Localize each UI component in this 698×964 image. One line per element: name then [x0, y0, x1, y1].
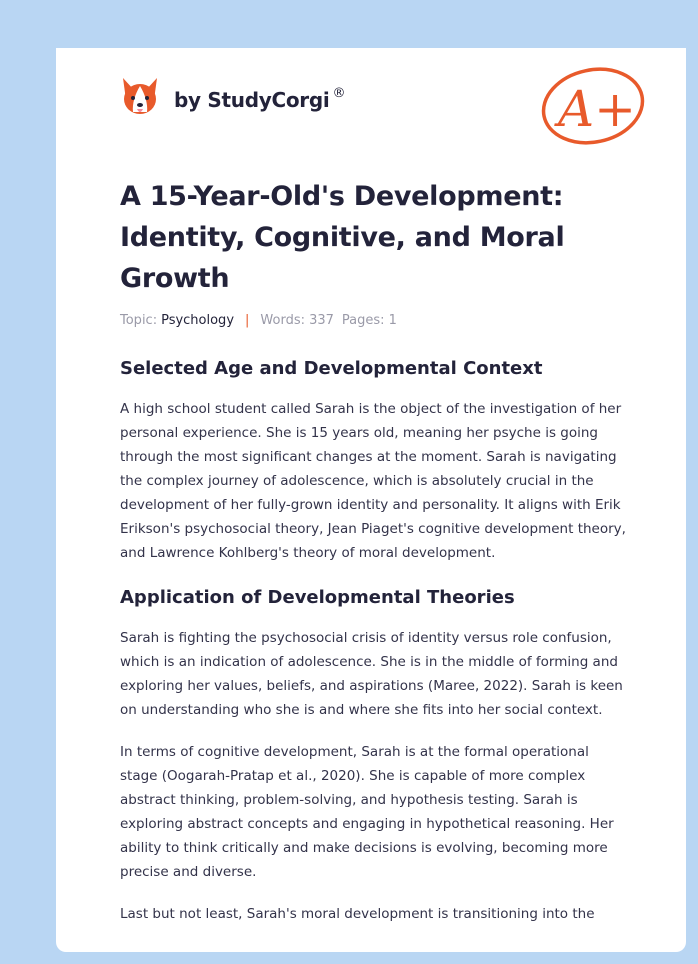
paragraph: Last but not least, Sarah's moral development is transitioning into the	[120, 906, 595, 922]
article	[120, 176, 630, 926]
paragraph: Sarah is fighting the psychosocial crisis of identity versus role confusion, which is an indication of adolescence. She is in the middle of forming and exploring her values, beliefs, and aspirations (Maree, 2022). Sarah is keen on understanding who she is and where she fits into her social context.	[120, 630, 623, 718]
topic-link[interactable]: Psychology	[161, 313, 235, 328]
brand-name: by StudyCorgi ®	[174, 86, 346, 112]
section-heading: Selected Age and Developmental Context	[120, 358, 543, 379]
article-meta	[120, 313, 630, 328]
topic-label: Topic:	[120, 313, 158, 328]
page-count: Pages: 1	[341, 313, 397, 328]
grade-text: A+	[558, 80, 637, 138]
meta-separator: |	[245, 313, 250, 328]
paragraph: In terms of cognitive development, Sarah is at the formal operational stage (Oogarah-Pratap et al., 2020). She is capable of more complex abstract thinking, problem-solving, and hypothesis testing. Sarah is exploring abstract concepts and engaging in hypothetical reasoning. Her ability to think critically and make decisions is evolving, becoming more precise and diverse.	[120, 744, 614, 880]
a-plus-grade-icon	[536, 58, 656, 148]
section-heading: Application of Developmental Theories	[120, 587, 515, 608]
studycorgi-logo[interactable]	[120, 74, 345, 118]
registered-mark: ®	[332, 86, 346, 101]
paragraph: A high school student called Sarah is the object of the investigation of her personal experience. She is 15 years old, meaning her psyche is going through the most significant changes at the moment. Sarah is navigating the complex journey of adolescence, which is absolutely crucial in the development of her fully-grown identity and personality. It aligns with Erik Erikson's psychosocial theory, Jean Piaget's cognitive development theory, and Lawrence Kohlberg's theory of moral development.	[120, 401, 626, 561]
word-count: Words: 337	[260, 313, 334, 328]
document-page	[56, 48, 686, 952]
corgi-icon	[120, 74, 160, 118]
page-title: A 15-Year-Old's Development: Identity, Cognitive, and Moral Growth	[120, 181, 565, 294]
